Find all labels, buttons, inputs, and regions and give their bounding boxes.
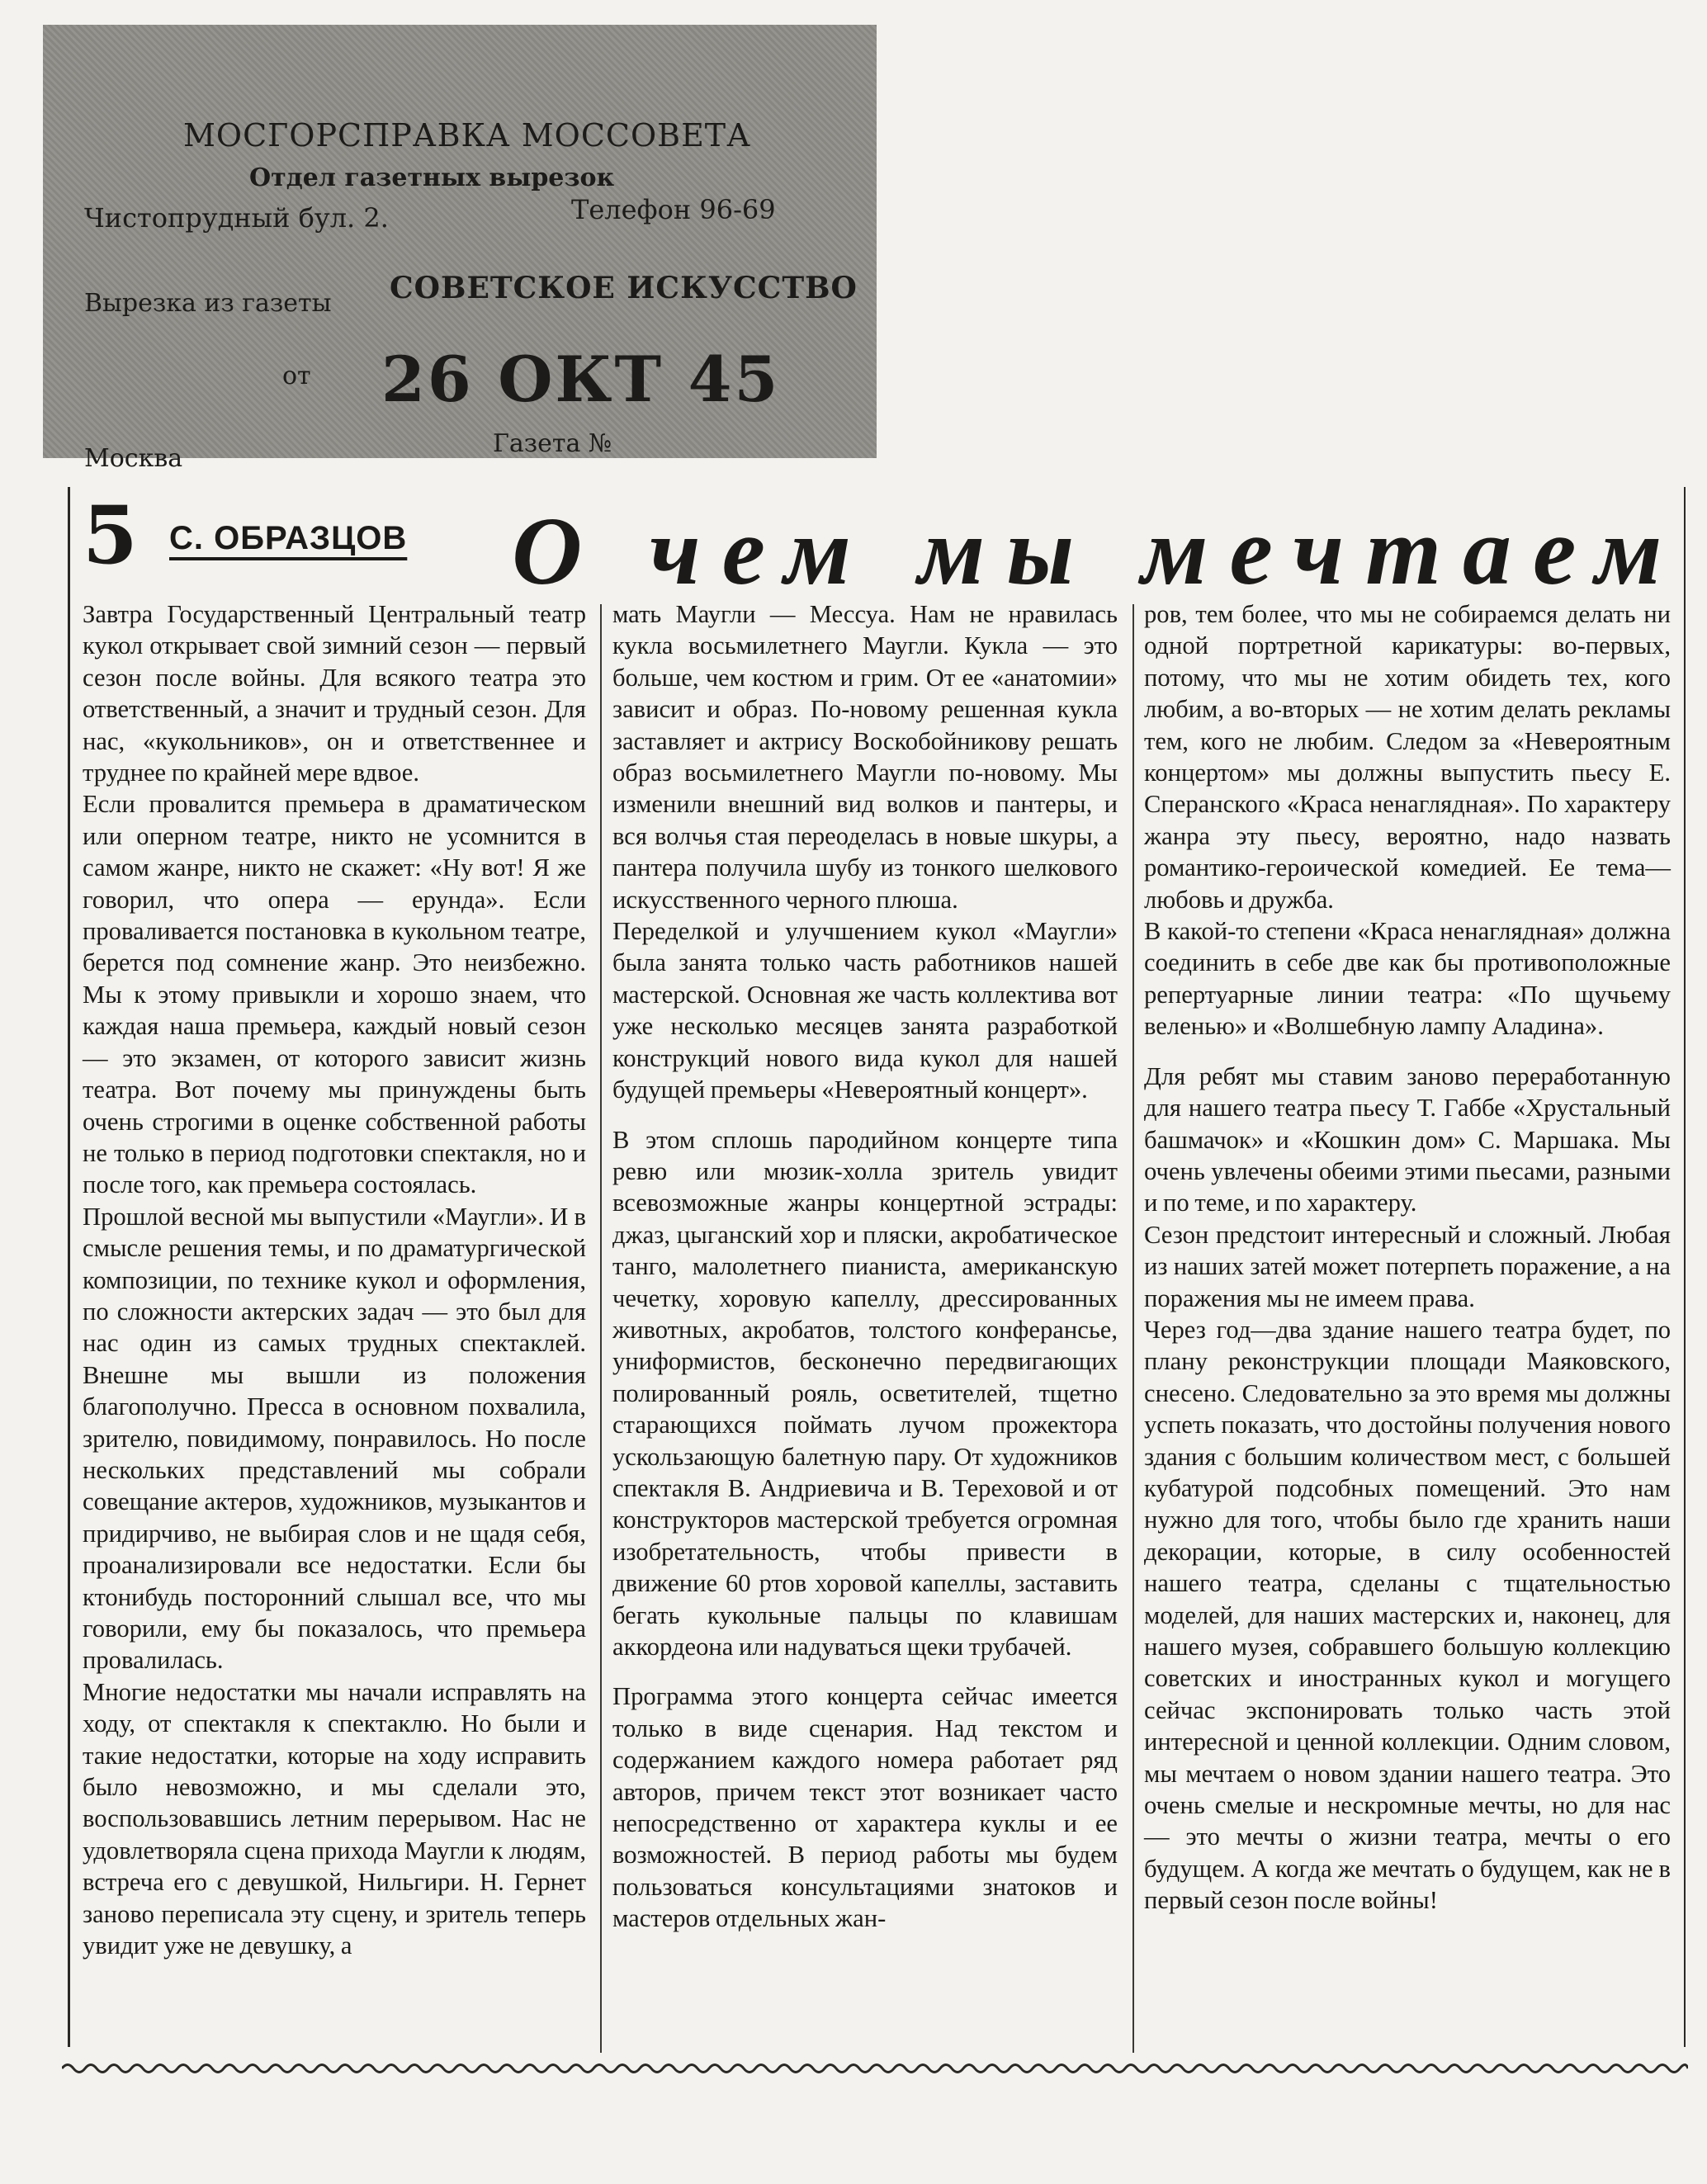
paragraph: В какой-то степени «Краса ненаглядная» должна соединить в себе две как бы противоположные репертуарные линии театра: «По щучьему веленью» и «Волшебную лампу Аладина». — [1144, 917, 1671, 1041]
label-cut-from: Вырезка из газеты — [84, 289, 332, 318]
article-title: О чем мы мечтаем — [512, 497, 1684, 605]
article-column-1 — [83, 598, 586, 1961]
paragraph: Сезон предстоит интересный и сложный. Любая из наших затей может потерпеть поражение, а на поражения мы не имеем права. — [1144, 1220, 1671, 1312]
article-author: С. ОБРАЗЦОВ — [169, 520, 408, 556]
label-phone: Телефон 96-69 — [571, 194, 776, 225]
column-rule — [1132, 604, 1134, 2053]
frame-left-rule — [68, 487, 70, 2047]
paragraph: Программа этого концерта сейчас имеется только в виде сценария. Над текстом и содержанием каждого номера работает ряд авторов, причем текст этот возникает часто непосредственно от характера куклы и ее возможностей. В период работы мы будем пользоваться консультациями знатоков и мастеров отдельных жан- — [612, 1682, 1118, 1933]
paragraph: Через год—два здание нашего театра будет, по плану реконструкции площади Маяковского, снесено. Следовательно за это время мы должны успеть показать, что достойны получения нового здания с большим количеством мест, с большей кубатурой подсобных помещений. Это нам нужно для того, чтобы было где хранить наши декорации, которые, в силу особенностей нашего театра, сделаны с тщательностью моделей, для наших мастерских и, наконец, для нашего музея, собравшего большую коллекцию советских и иностранных кукол и могущего сейчас экспонировать только часть этой интересной и ценной коллекции. Одним словом, мы мечтаем о новом здании нашего театра. Это очень смелые и нескромные мечты, но для нас — это мечты о жизни театра, мечты о его будущем. А когда же мечтать о будущем, как не в первый сезон после войны! — [1144, 1315, 1671, 1915]
label-number: Газета № — [493, 429, 612, 458]
paragraph: ров, тем более, что мы не собираемся делать ни одной портретной карикатуры: во-первых, потому, что мы не хотим обидеть тех, кого любим, а во-вторых — не хотим делать рекламы тем, кого не любим. Следом за «Невероятным концертом» мы должны выпустить пьесу Е. Сперанского «Краса ненаглядная». По характеру жанра эту пьесу, вероятно, надо назвать романтико-героической комедией. Ее тема—любовь и дружба. — [1144, 600, 1671, 914]
label-paper-name: СОВЕТСКОЕ ИСКУССТВО — [390, 271, 858, 305]
column-rule — [600, 604, 602, 2053]
label-from: от — [282, 362, 311, 390]
paragraph: Для ребят мы ставим заново переработанную для нашего театра пьесу Т. Габбе «Хрустальный башмачок» и «Кошкин дом» С. Маршака. Мы очень увлечены обеими этими пьесами, разными и по теме, и по характеру. — [1144, 1061, 1671, 1217]
label-org: МОСГОРСПРАВКА МОССОВЕТА — [183, 117, 751, 154]
paragraph: Прошлой весной мы выпустили «Маугли». И в смысле решения темы, и по драматургической композиции, по технике кукол и оформления, по сложности актерских задач — это был для нас один из самых трудных спектаклей. Внешне мы вышли из положения благополучно. Пресса в основном похвалила, зрителю, повидимому, понравилось. Но после нескольких представлений мы собрали совещание актеров, художников, музыкантов и придирчиво, не выбирая слов и не щадя себя, проанализировали все недостатки. Если бы ктонибудь посторонний слышал все, что мы говорили, ему бы показалось, что премьера провалилась. — [83, 1202, 586, 1675]
label-city: Москва — [84, 444, 183, 473]
paragraph: мать Маугли — Мессуа. Нам не нравилась кукла восьмилетнего Маугли. Кукла — это больше, чем костюм и грим. От ее «анатомии» зависит и образ. По-новому решенная кукла заставляет и актрису Воскобойникову решать образ восьмилетнего Маугли по-новому. Мы изменили внешний вид волков и пантеры, и вся волчья стая переоделась в новые шкуры, а пантера получила шубу из тонкого шелкового искусственного черного плюша. — [612, 600, 1118, 914]
paragraph: Многие недостатки мы начали исправлять на ходу, от спектакля к спектаклю. Но были и такие недостатки, которые на ходу исправить было невозможно, и мы сделали это, воспользовавшись летним перерывом. Нас не удовлетворяла сцена прихода Маугли к людям, встреча его с девушкой, Нильгири. Н. Гернет заново переписала эту сцену, и зритель теперь увидит уже не девушку, а — [83, 1677, 586, 1960]
label-dept: Отдел газетных вырезок — [249, 163, 615, 192]
frame-right-rule — [1684, 487, 1686, 2047]
label-address: Чистопрудный бул. 2. — [84, 202, 389, 234]
wavy-bottom-rule — [62, 2061, 1688, 2076]
paragraph: Завтра Государственный Центральный театр кукол открывает свой зимний сезон — первый сезон после войны. Для всякого театра это ответственный, а значит и трудный сезон. Для нас, «кукольников», он и ответственнее и труднее по крайней мере вдвое. — [83, 600, 586, 787]
handwritten-mark: 5 — [83, 489, 138, 582]
paragraph: Переделкой и улучшением кукол «Маугли» была занята только часть работников нашей мастерской. Основная же часть коллектива вот уже несколько месяцев занята разработкой конструкций нового вида кукол для нашей будущей премьеры «Невероятный концерт». — [612, 917, 1118, 1104]
clipping-label — [43, 25, 877, 473]
article-column-3 — [1144, 598, 1671, 1917]
article-column-2 — [612, 598, 1118, 1935]
paragraph: В этом сплошь пародийном концерте типа ревю или мюзик-холла зритель увидит всевозможные жанры концертной эстрады: джаз, цыганский хор и пляски, акробатическое танго, малолетнего пианиста, американскую чечетку, хоровую капеллу, дрессированных животных, акробатов, толстого конферансье, униформистов, бесконечно передвигающих полированный рояль, осветителей, тщетно старающихся поймать лучом прожектора ускользающую балетную пару. От художников спектакля В. Андриевича и В. Тереховой и от конструкторов мастерской требуется огромная изобретательность, чтобы привести в движение 60 ртов хоровой капеллы, заставить бегать кукольные пальцы по клавишам аккордеона или надуваться щеки трубачей. — [612, 1125, 1118, 1661]
paragraph: Если провалится премьера в драматическом или оперном театре, никто не усомнится в самом жанре, никто не скажет: «Ну вот! Я же говорил, что опера — ерунда». Если проваливается постановка в кукольном театре, берется под сомнение жанр. Это неизбежно. Мы к этому привыкли и хорошо знаем, что каждая наша премьера, каждый новый сезон — это экзамен, от которого зависит жизнь театра. Вот почему мы принуждены быть очень строгими в оценке собственной работы не только в период подготовки спектакля, но и после того, как премьера состоялась. — [83, 790, 586, 1199]
label-date-stamp: 26 ОКТ 45 — [381, 343, 781, 416]
